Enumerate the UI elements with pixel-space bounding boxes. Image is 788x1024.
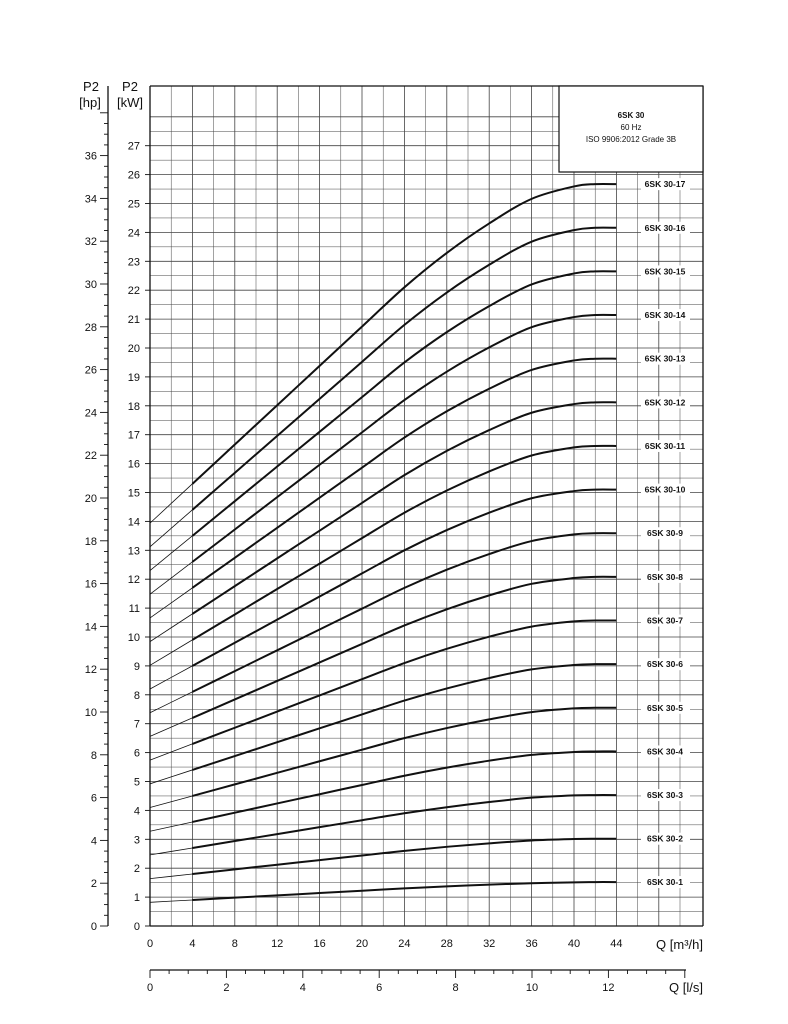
hp-tick-label: 16	[84, 578, 97, 591]
x-m3h-tick-label: 4	[189, 938, 196, 950]
x-ls-tick-label: 4	[299, 982, 306, 994]
kw-axis-title-top: P2	[122, 79, 138, 94]
hp-tick-label: 12	[84, 664, 97, 677]
hp-tick-label: 36	[84, 150, 97, 163]
hp-axis-title-top: P2	[83, 79, 99, 94]
kw-tick-label: 16	[127, 458, 140, 471]
hp-tick-label: 34	[84, 193, 97, 206]
kw-tick-label: 7	[133, 718, 140, 731]
kw-tick-label: 4	[133, 805, 140, 818]
x-ls-tick-label: 10	[525, 982, 539, 994]
kw-tick-label: 9	[133, 660, 140, 673]
kw-tick-label: 19	[127, 371, 140, 384]
curve-label-6sk-30-10: 6SK 30-10	[644, 484, 686, 495]
kw-tick-label: 26	[127, 169, 140, 182]
x-ls-tick-label: 0	[146, 982, 154, 994]
grid	[150, 86, 703, 926]
hp-tick-label: 14	[84, 621, 97, 634]
kw-tick-label: 12	[127, 574, 140, 587]
kw-tick-label: 24	[127, 227, 140, 240]
hp-tick-label: 18	[84, 535, 97, 548]
hp-tick-label: 8	[90, 749, 97, 762]
x-ls-tick-label: 2	[223, 982, 230, 994]
kw-tick-label: 17	[127, 429, 140, 442]
x-m3h-tick-label: 8	[231, 938, 238, 950]
kw-tick-label: 3	[133, 834, 140, 847]
x-m3h-tick-label: 32	[483, 938, 496, 950]
x-m3h-tick-label: 40	[567, 938, 581, 950]
curve-label-6sk-30-5: 6SK 30-5	[647, 702, 683, 713]
curve-label-6sk-30-13: 6SK 30-13	[644, 353, 686, 364]
x-axis-ls-title: Q [l/s]	[669, 980, 703, 995]
hp-tick-label: 26	[84, 364, 97, 377]
kw-tick-label: 0	[133, 921, 140, 933]
kw-tick-label: 14	[127, 516, 140, 529]
curve-label-6sk-30-6: 6SK 30-6	[647, 659, 683, 670]
x-m3h-tick-label: 44	[610, 938, 623, 950]
curve-label-6sk-30-11: 6SK 30-11	[644, 440, 686, 451]
hp-tick-label: 20	[84, 493, 97, 505]
kw-tick-label: 10	[127, 632, 140, 644]
hp-tick-label: 22	[84, 450, 97, 463]
curve-label-6sk-30-1: 6SK 30-1	[647, 877, 683, 888]
kw-tick-label: 8	[133, 689, 140, 702]
hp-tick-label: 10	[84, 707, 97, 719]
x-ls-tick-label: 8	[452, 982, 459, 994]
x-m3h-tick-label: 24	[398, 938, 411, 950]
info-box-standard: ISO 9906:2012 Grade 3B	[585, 135, 677, 144]
hp-tick-label: 28	[84, 321, 97, 334]
hp-tick-label: 6	[90, 792, 97, 805]
curve-label-6sk-30-8: 6SK 30-8	[647, 571, 683, 582]
kw-tick-label: 23	[127, 256, 140, 269]
curve-label-6sk-30-15: 6SK 30-15	[644, 266, 686, 277]
info-box-frequency: 60 Hz	[620, 123, 642, 132]
x-ls-tick-label: 6	[376, 982, 383, 994]
curve-label-6sk-30-12: 6SK 30-12	[644, 397, 686, 408]
hp-tick-label: 32	[84, 236, 97, 249]
kw-tick-label: 22	[127, 285, 140, 298]
hp-tick-label: 0	[90, 921, 97, 933]
x-m3h-tick-label: 36	[525, 938, 538, 950]
kw-tick-label: 2	[133, 863, 140, 876]
curve-label-6sk-30-4: 6SK 30-4	[647, 746, 683, 757]
kw-tick-label: 20	[127, 343, 140, 355]
x-m3h-tick-label: 28	[440, 938, 453, 950]
hp-tick-label: 4	[90, 835, 97, 848]
kw-tick-label: 25	[127, 198, 140, 211]
kw-tick-label: 15	[127, 487, 140, 500]
info-box	[559, 86, 703, 172]
hp-tick-label: 30	[84, 279, 97, 291]
kw-axis-title-unit: [kW]	[117, 95, 143, 110]
curve-label-6sk-30-16: 6SK 30-16	[644, 222, 686, 233]
x-m3h-tick-label: 16	[313, 938, 326, 950]
x-ls-tick-label: 12	[602, 982, 615, 994]
curve-label-6sk-30-3: 6SK 30-3	[647, 790, 683, 801]
hp-tick-label: 2	[90, 878, 97, 891]
x-axis-m3h-title: Q [m³/h]	[656, 937, 703, 952]
curve-label-6sk-30-17: 6SK 30-17	[644, 179, 686, 190]
kw-tick-label: 6	[133, 747, 140, 760]
kw-tick-label: 27	[127, 140, 140, 153]
kw-tick-label: 21	[127, 314, 140, 327]
x-m3h-tick-label: 20	[355, 938, 369, 950]
x-m3h-tick-label: 0	[146, 938, 154, 950]
axes	[85, 86, 703, 994]
hp-axis-title-unit: [hp]	[79, 95, 101, 110]
hp-tick-label: 24	[84, 407, 97, 420]
kw-tick-label: 1	[133, 892, 140, 905]
curve-label-6sk-30-7: 6SK 30-7	[647, 615, 683, 626]
curve-label-6sk-30-14: 6SK 30-14	[644, 310, 686, 321]
curve-label-6sk-30-2: 6SK 30-2	[647, 833, 683, 844]
kw-tick-label: 11	[128, 603, 140, 616]
info-box-title: 6SK 30	[617, 111, 645, 120]
curve-label-6sk-30-9: 6SK 30-9	[647, 528, 683, 539]
x-m3h-tick-label: 12	[271, 938, 284, 950]
kw-tick-label: 5	[133, 776, 140, 789]
kw-tick-label: 13	[127, 545, 140, 558]
kw-tick-label: 18	[127, 400, 140, 413]
